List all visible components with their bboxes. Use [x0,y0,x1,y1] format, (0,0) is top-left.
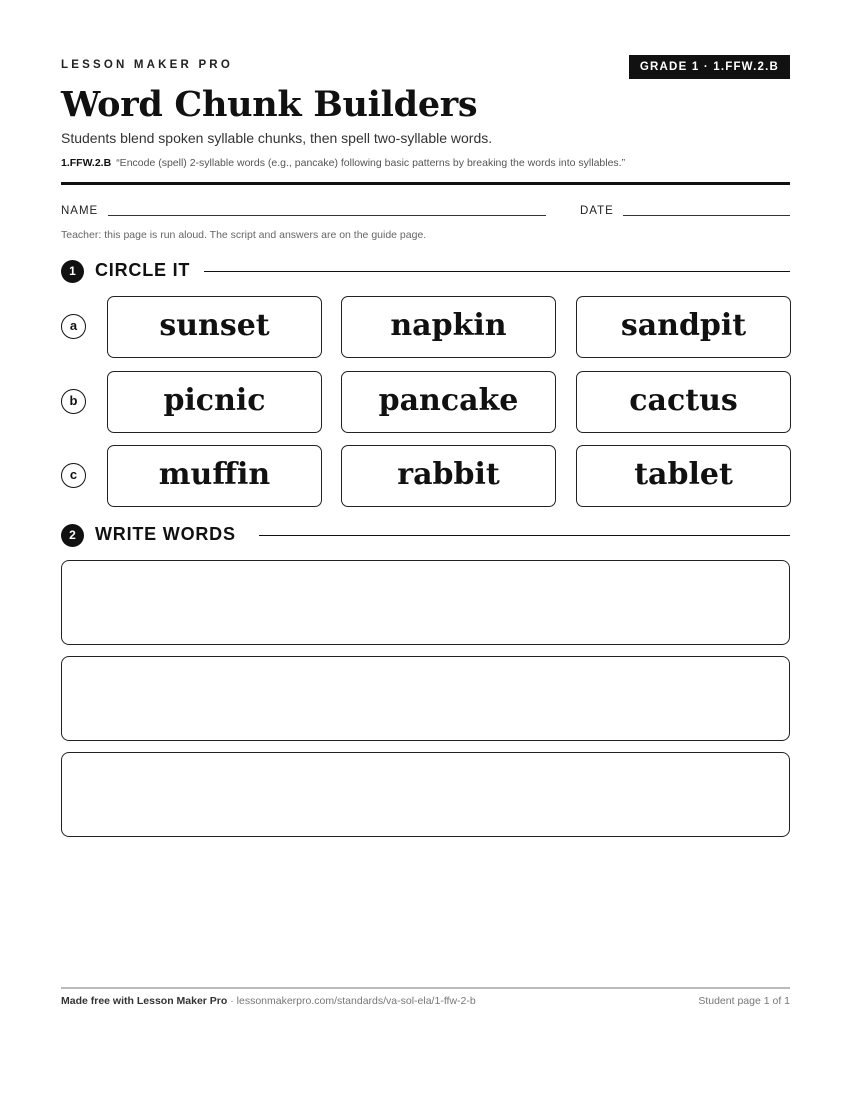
footer-url: · lessonmakerpro.com/standards/va-sol-ela/1-ffw-2-b [227,995,476,1007]
header-divider [61,182,790,185]
word-choice[interactable]: cactus [576,371,791,433]
word-choice[interactable]: rabbit [341,445,556,507]
section-rule [259,535,790,536]
write-answer-box[interactable] [61,752,790,837]
section-title: CIRCLE IT [95,260,191,280]
word-choice[interactable]: muffin [107,445,322,507]
top-bar [61,55,790,79]
footer-page-number: Student page 1 of 1 [698,995,790,1007]
section-rule [204,271,790,272]
page-title: Word Chunk Builders [61,84,478,125]
word-choice[interactable]: sandpit [576,296,791,358]
write-answer-box[interactable] [61,560,790,645]
brand-name: LESSON MAKER PRO [61,59,233,71]
word-choice[interactable]: tablet [576,445,791,507]
teacher-note: Teacher: this page is run aloud. The script and answers are on the guide page. [61,229,427,241]
footer-made-with: Made free with Lesson Maker Pro [61,995,228,1007]
section-title: WRITE WORDS [95,524,236,544]
word-row-b [61,371,790,433]
section-circle-it-header [61,259,790,283]
date-field[interactable] [623,215,790,216]
standard-text: “Encode (spell) 2-syllable words (e.g., pancake) following basic patterns by breaking the words into syllables.” [116,157,626,169]
row-letter: b [61,389,86,414]
write-answer-box[interactable] [61,656,790,741]
name-label: NAME [61,205,99,217]
row-letter: c [61,463,86,488]
word-choice[interactable]: napkin [341,296,556,358]
grade-badge: GRADE 1 · 1.FFW.2.B [629,55,790,79]
section-number: 2 [61,524,84,547]
word-row-a [61,296,790,358]
row-letter: a [61,314,86,339]
word-choice[interactable]: pancake [341,371,556,433]
standard-code: 1.FFW.2.B [61,157,112,169]
worksheet-page [61,0,790,1100]
word-choice[interactable]: sunset [107,296,322,358]
footer-credit [61,995,476,1007]
date-label: DATE [580,205,614,217]
word-row-c [61,445,790,507]
name-field[interactable] [108,215,546,216]
word-choice[interactable]: picnic [107,371,322,433]
page-subtitle: Students blend spoken syllable chunks, then spell two-syllable words. [61,130,493,146]
section-number: 1 [61,260,84,283]
section-write-words-header [61,523,790,547]
footer-divider [61,987,790,989]
standard-line [61,157,625,169]
